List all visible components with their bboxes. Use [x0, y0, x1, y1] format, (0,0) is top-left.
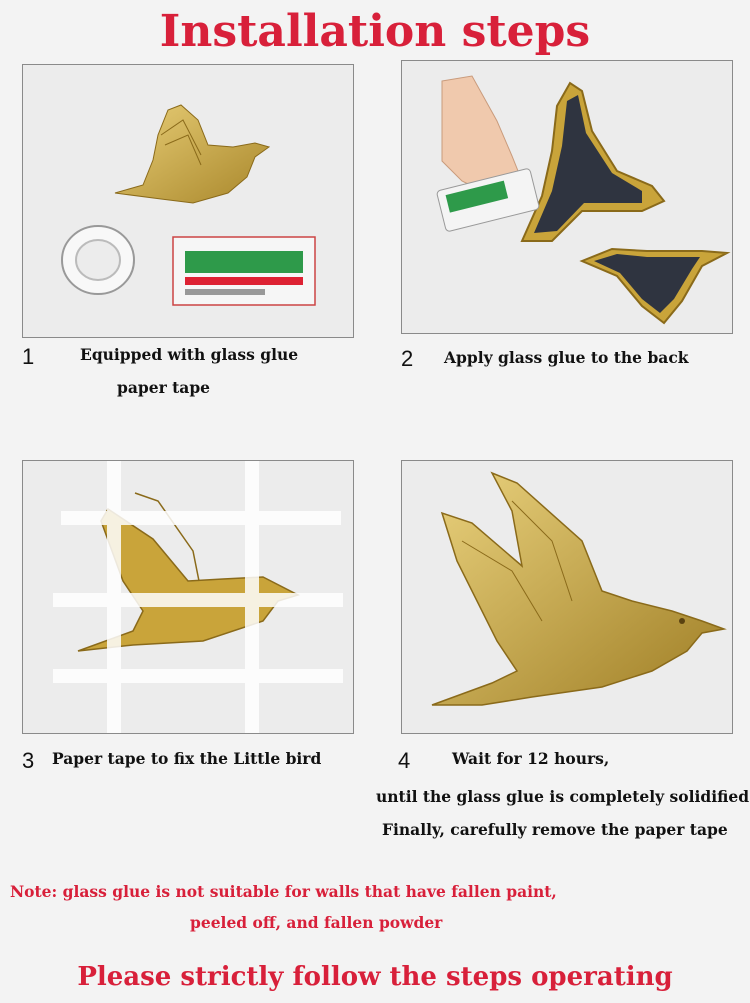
step-3-image — [22, 460, 354, 734]
step-1-caption-line-2: paper tape — [117, 378, 211, 397]
step-2-image — [401, 60, 733, 334]
step-4-number: 4 — [398, 748, 411, 773]
step-3-number: 3 — [22, 748, 35, 773]
note-line-2: peeled off, and fallen powder — [190, 913, 443, 932]
note-line-1: Note: glass glue is not suitable for walls that have fallen paint, — [10, 882, 557, 901]
mounted-bird-icon — [432, 473, 724, 705]
bird-back-icon — [522, 83, 727, 323]
gold-bird-icon — [115, 105, 269, 203]
step-1-number: 1 — [22, 344, 35, 369]
step-4-caption-line-3: Finally, carefully remove the paper tape — [382, 820, 728, 839]
paper-tape-strips-icon — [53, 461, 343, 733]
step-2-number: 2 — [401, 346, 414, 371]
step-3-caption: Paper tape to fix the Little bird — [52, 749, 322, 768]
hand-holding-glue-icon — [436, 76, 539, 232]
step-4-image — [401, 460, 733, 734]
step-2-caption: Apply glass glue to the back — [444, 348, 689, 367]
tape-roll-icon — [62, 226, 134, 294]
step-4-caption-line-2: until the glass glue is completely solidified — [376, 787, 750, 806]
step-1-caption-line-1: Equipped with glass glue — [80, 345, 299, 364]
step-4-caption-line-1: Wait for 12 hours, — [452, 749, 610, 768]
glue-package-icon — [173, 237, 315, 305]
footer-instruction: Please strictly follow the steps operating — [77, 962, 673, 992]
step-1-image — [22, 64, 354, 338]
page-title: Installation steps — [159, 6, 591, 57]
